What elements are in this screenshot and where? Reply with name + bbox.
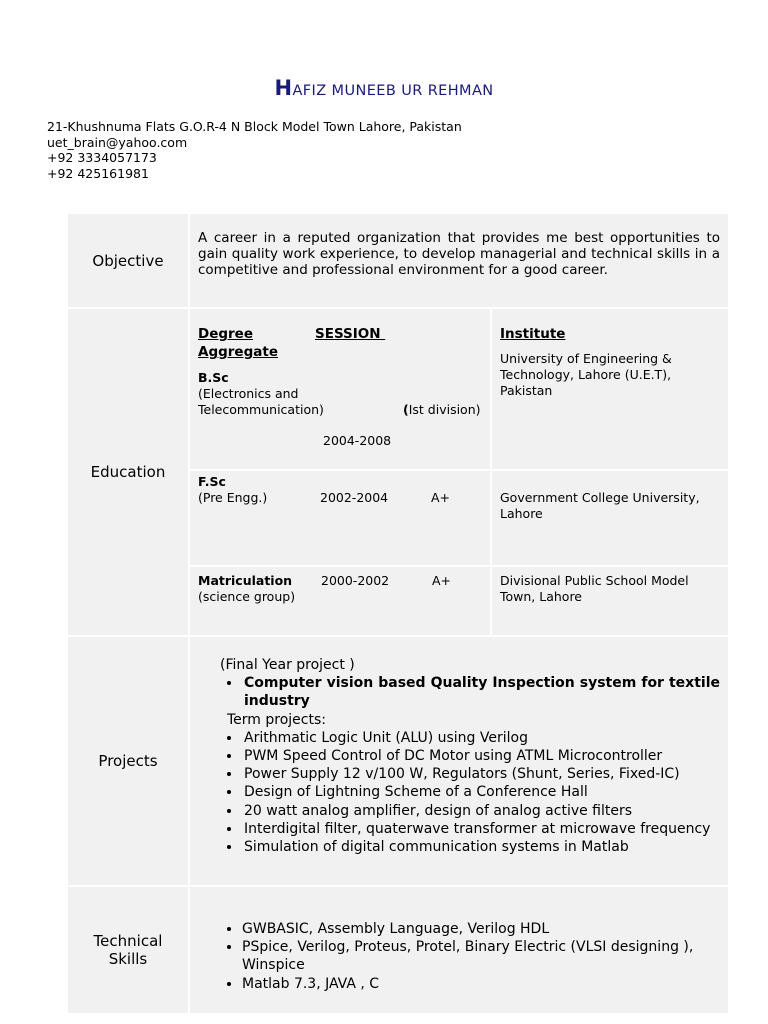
name-first-rest: AFIZ <box>292 83 327 99</box>
objective-row <box>68 214 728 309</box>
phone-mobile: +92 3334057173 <box>47 150 157 166</box>
resume-table <box>68 214 728 1015</box>
projects-row <box>68 637 728 887</box>
skills-row <box>68 887 728 1015</box>
objective-label: Objective <box>68 214 190 307</box>
list-item: • PWM Speed Control of DC Motor using ATML Microcontroller <box>242 747 720 765</box>
degree-aggregate: A+ <box>432 573 452 588</box>
header-degree: Degree <box>198 326 253 342</box>
degree-session: 2000-2002 <box>321 573 390 588</box>
objective-text: A career in a reputed organization that provides me best opportunities to gain quality work experience, to develop managerial and technical skills in a competitive and professional environment for a good career. <box>198 230 720 278</box>
institute-name: University of Engineering & Technology, Lahore (U.E.T), Pakistan <box>500 351 672 398</box>
final-year-note: (Final Year project ) <box>220 657 355 673</box>
header-session: SESSION <box>315 326 386 342</box>
education-label: Education <box>68 309 190 635</box>
institute-name: Divisional Public School Model Town, Lahore <box>500 573 689 604</box>
degree-detail: (science group) <box>198 589 296 604</box>
list-item: • PSpice, Verilog, Proteus, Protel, Binary Electric (VLSI designing ), Winspice <box>242 938 720 974</box>
degree-session: 2004-2008 <box>323 433 392 448</box>
degree-session: 2002-2004 <box>320 490 389 505</box>
phone-landline: +92 425161981 <box>47 166 149 182</box>
final-year-project: • Computer vision based Quality Inspection system for textile industry <box>242 674 720 710</box>
name-rest: MUNEEB UR REHMAN <box>331 83 494 99</box>
list-item: • Interdigital filter, quaterwave transformer at microwave frequency <box>242 820 720 838</box>
institute-name: Government College University, Lahore <box>500 490 700 521</box>
list-item: • Matlab 7.3, JAVA , C <box>242 975 720 993</box>
degree-name: F.Sc <box>198 474 226 489</box>
term-projects-note: Term projects: <box>227 711 326 728</box>
projects-label: Projects <box>68 637 190 885</box>
header-aggregate: Aggregate <box>198 344 278 360</box>
degree-name: B.Sc <box>198 370 229 385</box>
header-institute: Institute <box>500 326 566 342</box>
education-entry-fsc <box>190 471 728 567</box>
list-item: • Design of Lightning Scheme of a Conference Hall <box>242 783 720 801</box>
name-initial: H <box>274 76 293 100</box>
education-entry-bsc <box>190 309 728 471</box>
degree-name: Matriculation <box>198 573 293 588</box>
education-row <box>68 309 728 637</box>
degree-detail: Telecommunication) <box>198 402 324 417</box>
address: 21-Khushnuma Flats G.O.R-4 N Block Model Town Lahore, Pakistan <box>47 119 462 134</box>
list-item: • Simulation of digital communication systems in Matlab <box>242 838 720 856</box>
projects-content <box>190 637 728 856</box>
degree-aggregate: (Ist division) <box>403 402 481 417</box>
contact-block <box>47 119 462 182</box>
list-item: • GWBASIC, Assembly Language, Verilog HDL <box>242 920 720 938</box>
degree-aggregate: A+ <box>431 490 451 505</box>
degree-detail: (Pre Engg.) <box>198 490 268 505</box>
email[interactable]: uet_brain@yahoo.com <box>47 134 188 150</box>
education-entry-matric <box>190 567 728 635</box>
skills-label: Technical Skills <box>68 887 190 1013</box>
degree-detail: (Electronics and <box>198 386 299 401</box>
list-item: • Arithmatic Logic Unit (ALU) using Verilog <box>242 729 720 747</box>
candidate-name <box>0 76 768 100</box>
list-item: • 20 watt analog amplifier, design of analog active filters <box>242 802 720 820</box>
term-projects-list <box>220 729 720 856</box>
education-table <box>190 309 728 635</box>
skills-content <box>190 887 728 993</box>
list-item: • Power Supply 12 v/100 W, Regulators (Shunt, Series, Fixed-IC) <box>242 765 720 783</box>
